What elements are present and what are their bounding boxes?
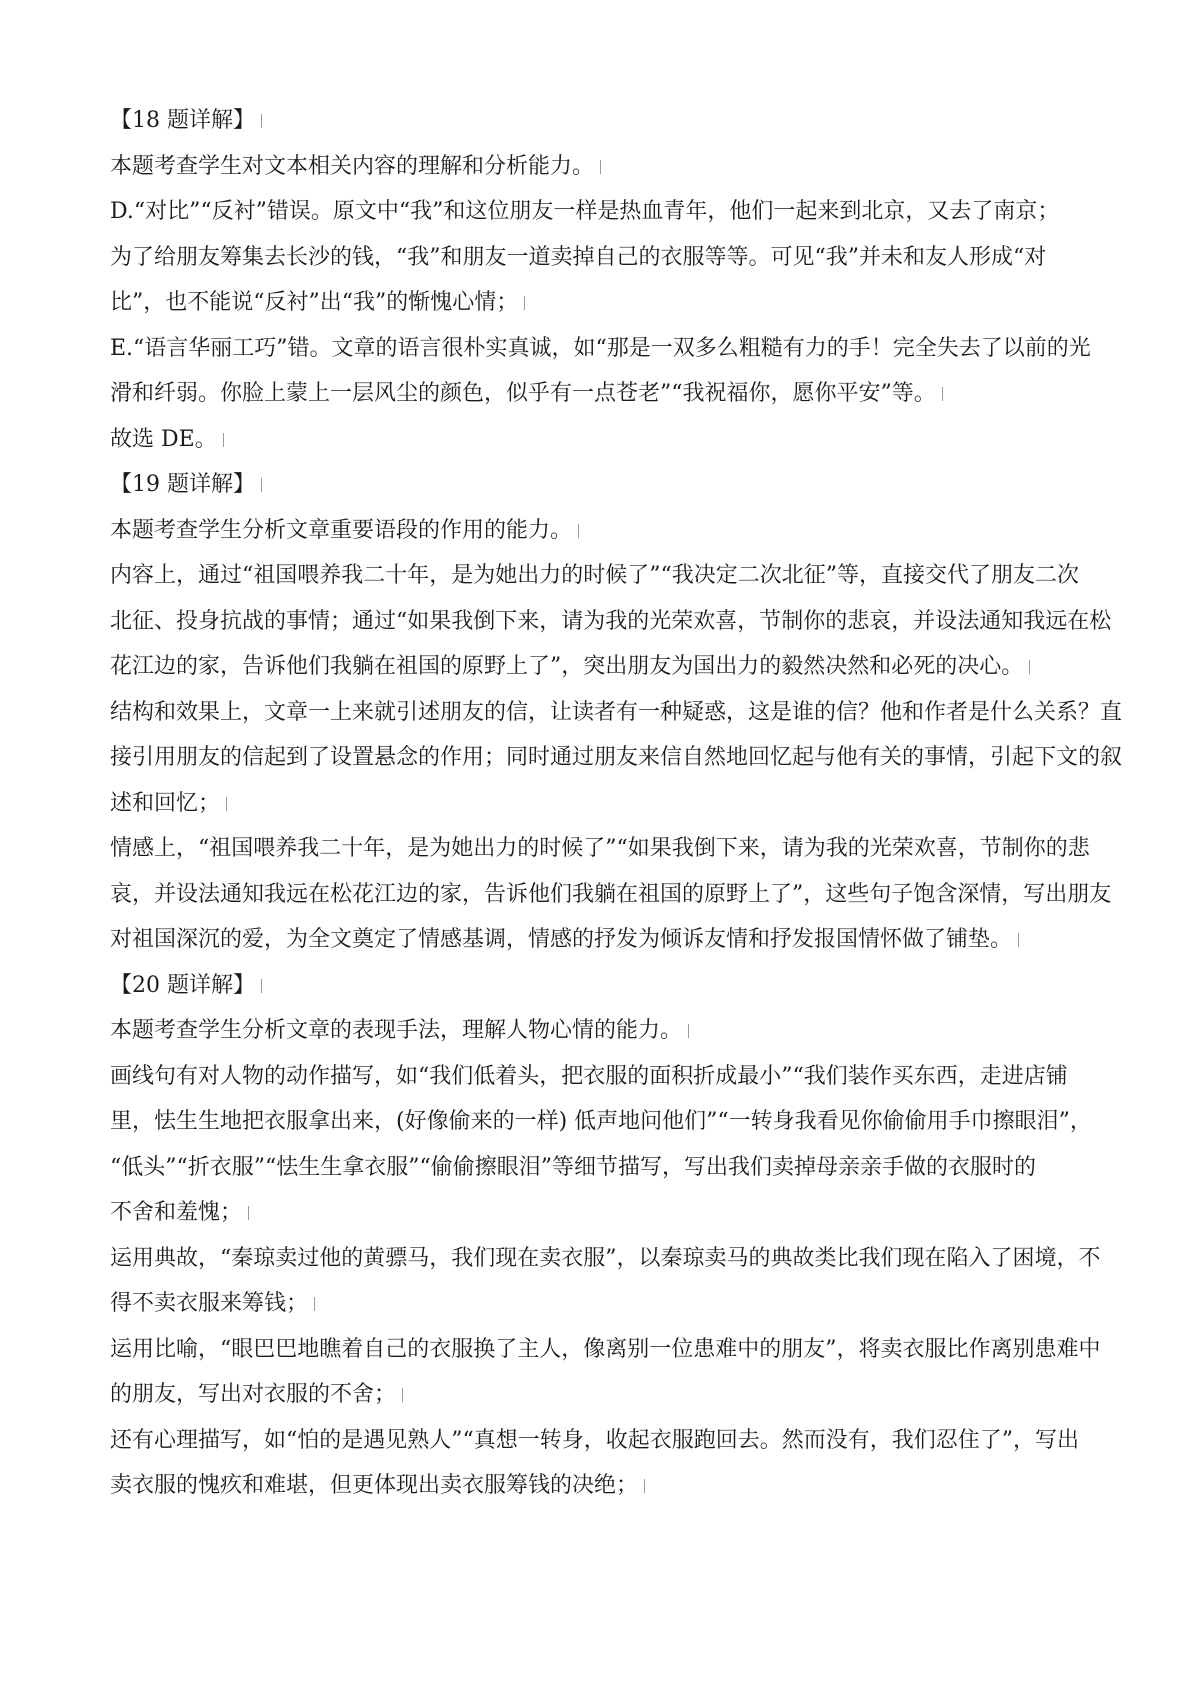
paragraph-mark xyxy=(261,478,262,492)
text-line: 花江边的家，告诉他们我躺在祖国的原野上了”，突出朋友为国出力的毅然决然和必死的决心。 xyxy=(110,644,1100,690)
text-line: 述和回忆； xyxy=(110,781,1100,827)
paragraph-mark xyxy=(1018,933,1019,947)
paragraph-mark xyxy=(261,114,262,128)
text-line: 本题考查学生分析文章重要语段的作用的能力。 xyxy=(110,508,1100,554)
text-line: 本题考查学生分析文章的表现手法，理解人物心情的能力。 xyxy=(110,1008,1100,1054)
text-line: E.“语言华丽工巧”错。文章的语言很朴实真诚，如“那是一双多么粗糙有力的手！完全失去了以前的光 xyxy=(110,335,1091,361)
paragraph-mark xyxy=(942,387,943,401)
text-line: 得不卖衣服来筹钱； xyxy=(110,1281,1100,1327)
text-line: 比”，也不能说“反衬”出“我”的惭愧心情； xyxy=(110,280,1100,326)
paragraph-mark xyxy=(223,433,224,447)
text-line: 接引用朋友的信起到了设置悬念的作用；同时通过朋友来信自然地回忆起与他有关的事情，引起下文的叙 xyxy=(110,745,1123,770)
paragraph-mark xyxy=(600,160,601,174)
paragraph-mark xyxy=(261,979,262,993)
text-line: 滑和纤弱。你脸上蒙上一层风尘的颜色，似乎有一点苍老”“我祝福你，愿你平安”等。 xyxy=(110,371,1100,417)
paragraph-mark xyxy=(226,797,227,811)
paragraph-mark xyxy=(402,1388,403,1402)
text-line: 本题考查学生对文本相关内容的理解和分析能力。 xyxy=(110,144,1100,190)
paragraph-mark xyxy=(688,1024,689,1038)
paragraph-mark xyxy=(314,1297,315,1311)
paragraph-mark xyxy=(524,296,525,310)
document-page xyxy=(110,98,1123,1509)
text-line: 哀，并设法通知我远在松花江边的家，告诉他们我躺在祖国的原野上了”，这些句子饱含深情，写出朋友 xyxy=(110,881,1112,907)
text-line: 故选 DE。 xyxy=(110,417,1100,463)
heading-q20: 【20 题详解】 xyxy=(110,963,1100,1009)
paragraph-mark xyxy=(1029,660,1030,674)
text-line: 内容上，通过“祖国喂养我二十年，是为她出力的时候了”“我决定二次北征”等，直接交代了朋友二次 xyxy=(110,563,1079,588)
text-line: 画线句有对人物的动作描写，如“我们低着头，把衣服的面积折成最小”“我们装作买东西，走进店铺 xyxy=(110,1063,1068,1089)
text-line: 还有心理描写，如“怕的是遇见熟人”“真想一转身，收起衣服跑回去。然而没有，我们忍住了”，写出 xyxy=(110,1427,1079,1453)
text-line: 的朋友，写出对衣服的不舍； xyxy=(110,1372,1100,1418)
paragraph-mark xyxy=(578,524,579,538)
text-line: 对祖国深沉的爱，为全文奠定了情感基调，情感的抒发为倾诉友情和抒发报国情怀做了铺垫。 xyxy=(110,917,1100,963)
text-line: 里，怯生生地把衣服拿出来，(好像偷来的一样) 低声地问他们”“一转身我看见你偷偷用手巾擦眼泪”， xyxy=(110,1109,1092,1134)
paragraph-mark xyxy=(644,1479,645,1493)
text-line: 不舍和羞愧； xyxy=(110,1190,1100,1236)
text-line: 为了给朋友筹集去长沙的钱，“我”和朋友一道卖掉自己的衣服等等。可见“我”并未和友人形成“对 xyxy=(110,244,1047,270)
text-line: 运用典故，“秦琼卖过他的黄骠马，我们现在卖衣服”，以秦琼卖马的典故类比我们现在陷入了困境，不 xyxy=(110,1245,1101,1271)
text-line: 运用比喻，“眼巴巴地瞧着自己的衣服换了主人，像离别一位患难中的朋友”，将卖衣服比作离别患难中 xyxy=(110,1336,1101,1362)
text-line: 北征、投身抗战的事情；通过“如果我倒下来，请为我的光荣欢喜，节制你的悲哀，并设法通知我远在松 xyxy=(110,608,1112,634)
text-line: 结构和效果上，文章一上来就引述朋友的信，让读者有一种疑惑，这是谁的信？他和作者是什么关系？直 xyxy=(110,699,1123,725)
text-line: 情感上，“祖国喂养我二十年，是为她出力的时候了”“如果我倒下来，请为我的光荣欢喜，节制你的悲 xyxy=(110,836,1090,861)
paragraph-mark xyxy=(248,1206,249,1220)
text-line: 卖衣服的愧疚和难堪，但更体现出卖衣服筹钱的决绝； xyxy=(110,1463,1100,1509)
heading-q18: 【18 题详解】 xyxy=(110,98,1100,144)
text-line: “低头”“折衣服”“怯生生拿衣服”“偷偷擦眼泪”等细节描写，写出我们卖掉母亲亲手做的衣服时的 xyxy=(110,1154,1036,1180)
heading-q19: 【19 题详解】 xyxy=(110,462,1100,508)
text-line: D.“对比”“反衬”错误。原文中“我”和这位朋友一样是热血青年，他们一起来到北京，又去了南京； xyxy=(110,199,1060,224)
